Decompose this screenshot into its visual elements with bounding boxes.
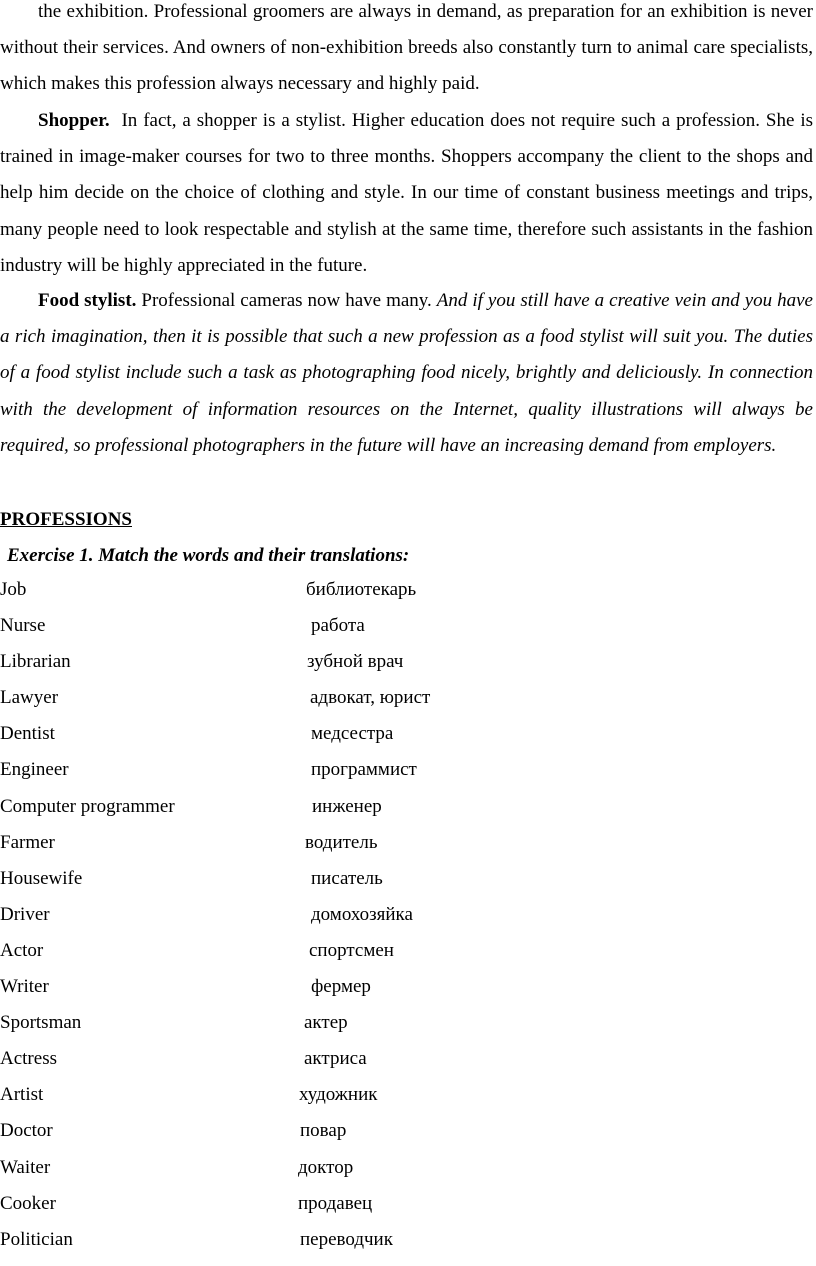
vocabulary-word-en: Writer [0,976,49,998]
vocabulary-row [0,680,816,716]
vocabulary-word-ru: актриса [304,1048,367,1070]
exercise-title: Exercise 1. Match the words and their translations: [7,545,410,566]
vocabulary-word-en: Doctor [0,1120,53,1142]
vocabulary-word-en: Cooker [0,1192,56,1214]
vocabulary-word-ru: писатель [311,867,383,889]
vocabulary-word-en: Dentist [0,723,55,745]
vocabulary-row [0,716,816,752]
vocabulary-word-ru: продавец [298,1192,373,1214]
vocabulary-word-en: Nurse [0,615,46,637]
vocabulary-word-en: Waiter [0,1156,51,1178]
vocabulary-word-ru: спортсмен [309,939,394,961]
vocabulary-row [0,825,816,861]
vocabulary-row [0,752,816,788]
vocabulary-word-ru: фермер [311,976,371,998]
vocabulary-word-ru: актер [304,1012,348,1034]
shopper-text: In fact, a shopper is a stylist. Higher education does not require such a profession. She is trained in image-maker courses for two to three months. Shoppers accompany the client to the shops and help him decide on the choice of clothing and style. In our time of constant business meetings and trips, many people need to look respectable and stylish at the same time, therefore such assistants in the fashion industry will be highly appreciated in the future. [0,110,813,276]
food-stylist-paragraph [0,283,813,464]
vocabulary-word-en: Artist [0,1084,44,1106]
vocabulary-row [0,1150,816,1186]
groomer-paragraph-text: the exhibition. Professional groomers are always in demand, as preparation for an exhibition is never without their services. And owners of non-exhibition breeds also constantly turn to animal care specialists, which makes this profession always necessary and highly paid. [0,1,813,95]
food-stylist-text-plain: Professional cameras now have many. [141,290,432,311]
vocabulary-word-ru: художник [299,1084,378,1106]
vocabulary-word-en: Actor [0,939,44,961]
shopper-paragraph [0,103,813,284]
vocabulary-word-en: Driver [0,903,50,925]
vocabulary-word-en: Politician [0,1228,73,1250]
vocabulary-row [0,861,816,897]
vocabulary-word-ru: водитель [305,831,378,853]
vocabulary-row [0,1005,816,1041]
vocabulary-word-en: Sportsman [0,1012,82,1034]
vocabulary-word-en: Engineer [0,759,69,781]
vocabulary-list [0,572,816,1258]
vocabulary-row [0,933,816,969]
vocabulary-row [0,897,816,933]
vocabulary-word-en: Computer programmer [0,795,175,817]
vocabulary-row [0,1186,816,1222]
food-stylist-text-italic: And if you still have a creative vein and you have a rich imagination, then it is possible that such a new profession as a food stylist will suit you. The duties of a food stylist include such a task as photographing food nicely, brightly and deliciously. In connection with the development of information resources on the Internet, quality illustrations will always be required, so professional photographers in the future will have an increasing demand from employers. [0,290,813,456]
vocabulary-word-en: Librarian [0,651,71,673]
vocabulary-row [0,969,816,1005]
vocabulary-word-ru: медсестра [311,723,394,745]
vocabulary-word-ru: повар [300,1120,347,1142]
vocabulary-row [0,1041,816,1077]
vocabulary-row [0,1113,816,1149]
vocabulary-word-en: Job [0,579,27,600]
vocabulary-row [0,789,816,825]
vocabulary-word-ru: работа [311,615,365,637]
vocabulary-word-ru: переводчик [300,1228,393,1250]
vocabulary-word-ru: библиотекарь [306,579,417,600]
section-heading: PROFESSIONS [0,509,132,530]
food-stylist-term: Food stylist. [38,290,137,311]
vocabulary-word-en: Farmer [0,831,55,853]
vocabulary-row [0,644,816,680]
vocabulary-row [0,608,816,644]
vocabulary-row [0,1222,816,1258]
vocabulary-word-ru: адвокат, юрист [310,687,431,709]
vocabulary-word-en: Actress [0,1048,57,1070]
vocabulary-word-ru: домохозяйка [311,903,413,925]
vocabulary-word-en: Housewife [0,867,83,889]
vocabulary-word-ru: доктор [298,1156,354,1178]
groomer-paragraph-end [0,0,813,103]
vocabulary-word-ru: инженер [312,795,382,817]
vocabulary-row [0,1077,816,1113]
vocabulary-word-en: Lawyer [0,687,59,709]
vocabulary-row [0,572,816,608]
vocabulary-word-ru: зубной врач [307,651,404,673]
shopper-term: Shopper. [38,110,110,131]
vocabulary-word-ru: программист [311,759,417,781]
